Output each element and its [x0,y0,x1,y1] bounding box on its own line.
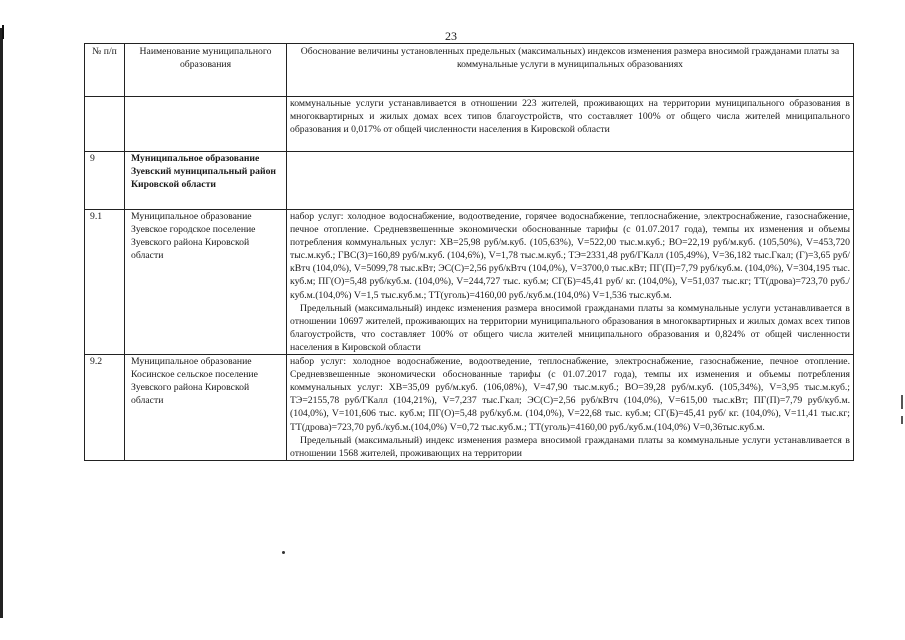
index-paragraph: Предельный (максимальный) индекс изменения размера вносимой гражданами платы за коммунальные услуги устанавливается в отношении 10697 жителей, проживающих на территории муниципального образования в многоквартирных и жилых домах всех типов благоустройств, что составляет 100% от общего числа жителей мниципального образования и 0,824% от общей численности населения в Кировской области [290,302,850,353]
row-justification [287,152,854,210]
row-justification-cell [287,355,854,461]
row-justification-cell [287,210,854,355]
row-municipality [125,97,287,152]
row-number: 9 [85,152,125,210]
scan-margin-tick [901,395,903,409]
row-number [85,97,125,152]
services-paragraph: набор услуг: холодное водоснабжение, водоотведение, теплоснабжение, электроснабжение, газоснабжение, печное отопление. Средневзвешенные экономически обоснованные тарифы (с 01.07.2017 года), темпы их изменения и объемы потребления коммунальных услуг: ХВ=35,09 руб/м.куб. (106,08%), V=47,90 тыс.м.куб.; ВО=39,28 руб/м.куб. (105,34%), V=3,95 тыс.м.куб.; ТЭ=2155,78 руб/ГКалл (104,21%), V=7,237 тыс.Гкал; ЭС(С)=2,56 руб/кВтч (104,0%), V=615,00 тыс.кВт; ПГ(П)=7,79 руб/куб.м. (104,0%), V=101,606 тыс. куб.м; ПГ(О)=5,48 руб/куб.м. (104,0%), V=22,68 тыс. куб.м; СГ(Б)=45,41 руб/ кг. (104,0%), V=11,41 тыс.кг; ТТ(дрова)=723,70 руб./куб.м.(104,0%) V=0,72 тыс.куб.м.; ТТ(уголь)=4160,00 руб./куб.м.(104,0%) V=0,36тыс.куб.м. [290,356,850,433]
services-paragraph: набор услуг: холодное водоснабжение, водоотведение, горячее водоснабжение, теплоснабжение, электроснабжение, газоснабжение, печное отопление. Средневзвешенные экономически обоснованные тарифы (с 01.07.2017 года), темпы их изменения и объемы потребления коммунальных услуг: ХВ=25,98 руб/м.куб. (105,63%), V=522,00 тыс.м.куб.; ВО=22,19 руб/м.куб. (105,50%), V=453,720 тыс.м.куб.; ГВС(З)=160,89 руб/м.куб. (104,6%), V=1,78 тыс.м.куб.; ТЭ=2331,48 руб/ГКалл (105,49%), V=36,182 тыс.Гкал; (Г)=3,65 руб/кВтч (104,0%), V=5099,78 тыс.кВт; ЭС(С)=2,56 руб/кВтч (104,0%), V=3700,0 тыс.кВт; ПГ(П)=7,79 руб/куб.м. (104,0%), V=304,195 тыс. куб.м; ПГ(О)=5,48 руб/куб.м. (104,0%), V=244,727 тыс. куб.м; СГ(Б)=45,41 руб/ кг. (104,0%), V=51,037 тыс.кг; ТТ(дрова)=723,70 руб./куб.м.(104,0%) V=1,5 тыс.куб.м.; ТТ(уголь)=4160,00 руб./куб.м.(104,0%) V=1,536 тыс.куб.м. [290,211,850,301]
page-number: 23 [445,29,457,43]
row-number: 9.1 [85,210,125,355]
table-row [85,355,854,461]
table-row [85,152,854,210]
stray-dot-mark [282,551,285,554]
index-paragraph: Предельный (максимальный) индекс изменения размера вносимой гражданами платы за коммунальные услуги устанавливается в отношении 1568 жителей, проживающих на территории [290,434,850,459]
table-row [85,97,854,152]
header-municipality: Наименование муниципального образования [125,44,287,97]
header-number: № п/п [85,44,125,97]
header-justification: Обоснование величины установленных предельных (максимальных) индексов изменения размера вносимой гражданами платы за коммунальные услуги в муниципальных образованиях [287,44,854,97]
row-municipality: Муниципальное образование Зуевский муниципальный район Кировской области [125,152,287,210]
row-municipality: Муниципальное образование Зуевское городское поселение Зуевского района Кировской области [125,210,287,355]
table-header-row [85,44,854,97]
scan-margin-tick [901,416,903,424]
row-justification: коммунальные услуги устанавливается в отношении 223 жителей, проживающих на территории муниципального образования в многоквартирных и жилых домах всех типов благоустройств, что составляет 100% от общего числа жителей мниципального образования и 0,017% от общей численности населения в Кировской области [287,97,854,152]
row-municipality: Муниципальное образование Косинское сельское поселение Зуевского района Кировской области [125,355,287,461]
binding-edge-notch [2,25,4,39]
row-number: 9.2 [85,355,125,461]
table-row [85,210,854,355]
tariff-table [84,43,854,461]
binding-edge-mark [0,28,3,618]
